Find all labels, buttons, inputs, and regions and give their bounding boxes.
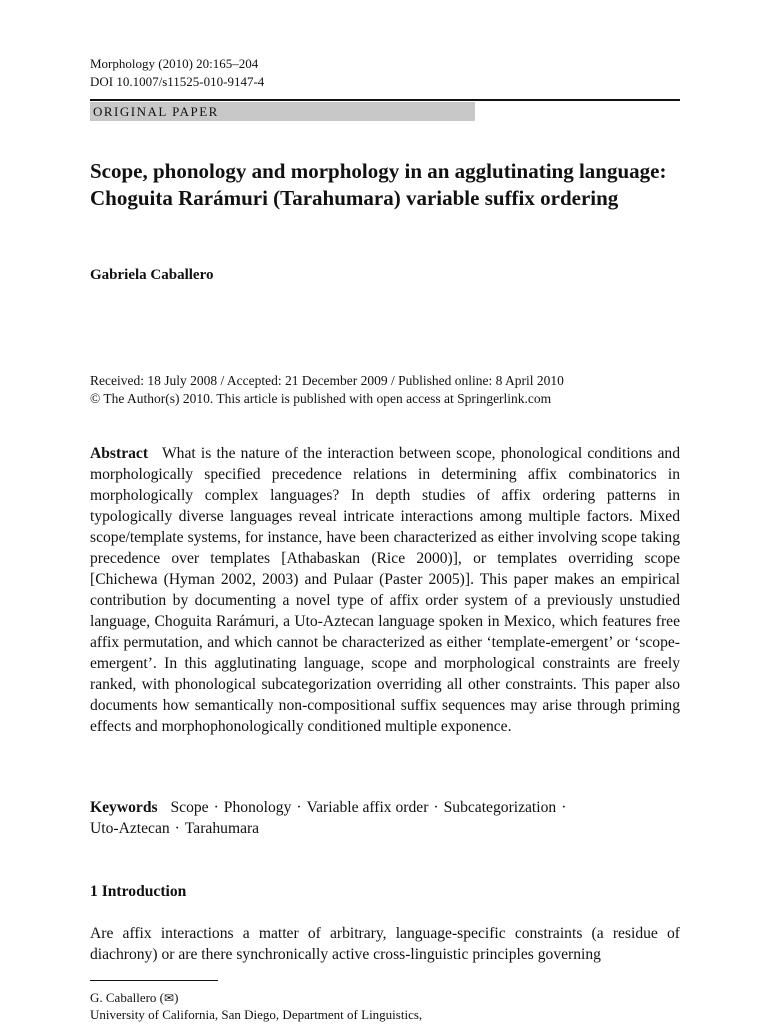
keyword-item: Scope (170, 799, 209, 816)
paper-page (90, 0, 680, 1024)
abstract (90, 443, 680, 737)
keyword-separator: · (296, 799, 302, 816)
journal-doi: DOI 10.1007/s11525-010-9147-4 (90, 74, 265, 89)
footnote-affiliation: University of California, San Diego, Department of Linguistics, (90, 1006, 423, 1022)
keyword-item: Subcategorization (443, 799, 557, 816)
copyright-notice: © The Author(s) 2010. This article is published with open access at Springerlink.com (90, 390, 552, 406)
abstract-label: Abstract (90, 445, 149, 462)
envelope-icon[interactable]: ✉ (164, 991, 175, 1005)
keyword-separator: · (213, 799, 219, 816)
keyword-separator: · (433, 799, 439, 816)
paper-title: Scope, phonology and morphology in an agglutinating language: Choguita Rarámuri (Tarahumara) variable suffix ordering (90, 159, 667, 210)
abstract-text: What is the nature of the interaction between scope, phonological conditions and morphologically specified precedence relations in determining affix combinatorics in morphologically complex languages? In depth studies of affix ordering patterns in typologically diverse languages reveal intricate interactions among multiple factors. Mixed scope/template systems, for instance, have been characterized as either involving scope taking precedence over templates [Athabaskan (Rice 2000)], or templates overriding scope [Chichewa (Hyman 2002, 2003) and Pulaar (Paster 2005)]. This paper makes an empirical contribution by documenting a novel type of affix order system of a previously unstudied language, Choguita Rarámuri, a Uto-Aztecan language spoken in Mexico, which features free affix permutation, and which cannot be characterized as either ‘template-emergent’ or ‘scope-emergent’. In this agglutinating language, scope and morphological constraints are freely ranked, with phonological subcategorization overriding all other constraints. This paper also documents how semantically non-compositional suffix sequences may arise through priming effects and morphophonologically conditioned multiple exponence. (90, 445, 681, 735)
footnote-author-close: ) (174, 990, 179, 1005)
keyword-item: Phonology (223, 799, 292, 816)
paper-type-banner: ORIGINAL PAPER (90, 102, 475, 121)
header-rule (90, 99, 680, 101)
keyword-item: Uto-Aztecan (90, 820, 170, 837)
publication-dates: Received: 18 July 2008 / Accepted: 21 December 2009 / Published online: 8 April 2010 (90, 373, 564, 388)
section-body: Are affix interactions a matter of arbitrary, language-specific constraints (a residue of diachrony) or are there synchronically active cross-linguistic principles governing (90, 925, 680, 963)
keywords-label: Keywords (90, 799, 158, 816)
author-footnote (90, 990, 680, 1023)
journal-citation: Morphology (2010) 20:165–204 (90, 56, 259, 71)
keyword-separator: · (561, 799, 567, 816)
keyword-separator: · (174, 820, 180, 837)
paper-author: Gabriela Caballero (90, 267, 214, 283)
keyword-item: Tarahumara (184, 820, 260, 837)
journal-header (90, 55, 264, 91)
keyword-item: Variable affix order (306, 799, 429, 816)
keywords (90, 797, 680, 839)
footnote-rule (90, 980, 218, 981)
footnote-author: G. Caballero ( (90, 990, 165, 1005)
section-heading: 1 Introduction (90, 883, 187, 900)
publication-info (90, 372, 680, 407)
